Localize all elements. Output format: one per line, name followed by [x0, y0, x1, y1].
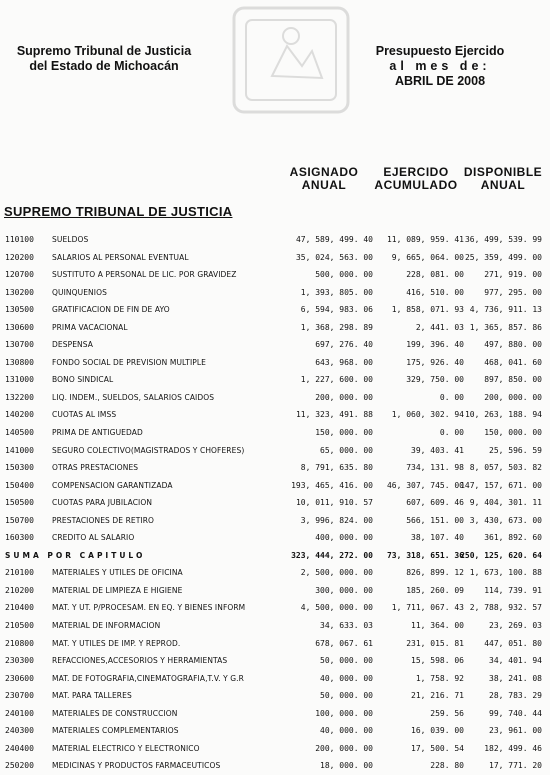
ejercido-cell: 21, 216. 71 [411, 691, 464, 701]
account-description: SUSTITUTO A PERSONAL DE LIC. POR GRAVIDEZ [52, 270, 237, 280]
asignado-cell: 40, 000. 00 [320, 673, 373, 683]
table-row [0, 740, 550, 758]
account-description: LIQ. INDEM., SUELDOS, SALARIOS CAIDOS [52, 392, 215, 402]
ejercido-cell: 17, 500. 54 [411, 743, 464, 753]
asignado-cell: 697, 276. 40 [315, 340, 373, 350]
asignado-cell: 200, 000. 00 [315, 743, 373, 753]
ejercido-cell: 231, 015. 81 [406, 638, 464, 648]
account-code: 240400 [5, 743, 34, 753]
disponible-cell: 361, 892. 60 [484, 533, 542, 543]
disponible-cell: 4, 736, 911. 13 [469, 305, 542, 315]
account-code: 210800 [5, 638, 34, 648]
org-line-1: Supremo Tribunal de Justicia [16, 44, 192, 58]
account-code: 210200 [5, 585, 34, 595]
disponible-cell: 3, 430, 673. 00 [469, 515, 542, 525]
table-row [0, 459, 550, 477]
asignado-cell: 47, 589, 499. 40 [295, 235, 373, 244]
ejercido-cell: 2, 441. 03 [415, 322, 464, 332]
account-description: CUOTAS AL IMSS [52, 410, 117, 420]
table-row [0, 722, 550, 740]
disponible-cell: 2, 788, 932. 57 [469, 603, 542, 613]
ejercido-cell: 46, 307, 745. 00 [386, 480, 464, 490]
disponible-cell: 271, 919. 00 [484, 270, 542, 280]
ejercido-cell: 1, 758. 92 [415, 673, 464, 683]
ejercido-cell: 185, 260. 09 [406, 585, 464, 595]
table-row [0, 266, 550, 284]
account-description: MAT. DE FOTOGRAFIA,CINEMATOGRAFIA,T.V. Y G.R [52, 673, 244, 683]
ejercido-cell: 199, 396. 40 [406, 340, 464, 350]
disponible-cell: 1, 365, 857. 86 [469, 322, 542, 332]
account-description: SALARIOS AL PERSONAL EVENTUAL [52, 252, 189, 262]
asignado-cell: 4, 500, 000. 00 [300, 603, 373, 613]
column-header-ejercido [370, 166, 462, 192]
account-description: CREDITO AL SALARIO [52, 533, 135, 543]
account-description: PRIMA DE ANTIGUEDAD [52, 428, 143, 438]
account-description: CUOTAS PARA JUBILACION [52, 498, 153, 508]
asignado-cell: 2, 500, 000. 00 [300, 568, 373, 578]
table-row [0, 512, 550, 530]
ejercido-cell: 1, 858, 071. 93 [391, 305, 464, 315]
budget-table [0, 231, 550, 775]
table-row [0, 249, 550, 267]
disponible-cell: 23, 961. 00 [489, 726, 542, 736]
period-line-3: ABRIL DE 2008 [394, 74, 486, 88]
account-description: SUELDOS [52, 235, 89, 244]
account-code: 140500 [5, 428, 34, 438]
table-row [0, 635, 550, 653]
asignado-cell: 40, 000. 00 [320, 726, 373, 736]
asignado-cell: 500, 000. 00 [315, 270, 373, 280]
asignado-cell: 35, 024, 563. 00 [295, 252, 373, 262]
disponible-cell: 36, 499, 539. 99 [464, 235, 542, 244]
account-code: 130200 [5, 287, 34, 297]
asignado-cell: 6, 594, 983. 06 [300, 305, 373, 315]
period-line-1: Presupuesto Ejercido [375, 44, 505, 58]
institutional-seal-watermark [232, 6, 350, 114]
ejercido-cell: 228. 80 [430, 761, 464, 771]
disponible-cell: 9, 404, 301. 11 [469, 498, 542, 508]
organization-name [4, 44, 204, 74]
table-row [0, 582, 550, 600]
asignado-cell: 1, 393, 805. 00 [300, 287, 373, 297]
account-code: 130500 [5, 305, 34, 315]
ejercido-cell: 228, 081. 00 [406, 270, 464, 280]
disponible-cell: 150, 000. 00 [484, 428, 542, 438]
table-row [0, 371, 550, 389]
account-description: MATERIALES Y UTILES DE OFICINA [52, 568, 183, 578]
column-header-ejercido-line2: ACUMULADO [374, 178, 458, 192]
account-description: OTRAS PRESTACIONES [52, 463, 139, 473]
disponible-cell: 17, 771. 20 [489, 761, 542, 771]
account-description: QUINQUENIOS [52, 287, 107, 297]
account-code: 210100 [5, 568, 34, 578]
asignado-cell: 50, 000. 00 [320, 656, 373, 666]
table-row [0, 424, 550, 442]
table-row [0, 406, 550, 424]
asignado-cell: 8, 791, 635. 80 [300, 463, 373, 473]
account-description: MATERIAL ELECTRICO Y ELECTRONICO [52, 743, 200, 753]
table-row [0, 599, 550, 617]
asignado-cell: 34, 633. 03 [320, 621, 373, 631]
ejercido-cell: 1, 711, 067. 43 [391, 603, 464, 613]
section-title: SUPREMO TRIBUNAL DE JUSTICIA [4, 204, 233, 219]
ejercido-cell: 0. 00 [439, 392, 464, 402]
table-row [0, 617, 550, 635]
ejercido-cell: 73, 318, 651. 36 [386, 550, 464, 560]
account-code: 230600 [5, 673, 34, 683]
ejercido-cell: 16, 039. 00 [411, 726, 464, 736]
column-header-ejercido-line1: EJERCIDO [383, 165, 449, 179]
table-row [0, 670, 550, 688]
asignado-cell: 3, 996, 824. 00 [300, 515, 373, 525]
asignado-cell: 50, 000. 00 [320, 691, 373, 701]
ejercido-cell: 259. 56 [430, 708, 464, 718]
account-description: MATERIAL DE INFORMACION [52, 621, 161, 631]
table-row [0, 529, 550, 547]
account-description: PRESTACIONES DE RETIRO [52, 515, 155, 525]
account-description: COMPENSACION GARANTIZADA [52, 480, 173, 490]
table-row [0, 319, 550, 337]
disponible-cell: 114, 739. 91 [484, 585, 542, 595]
disponible-cell: 25, 359, 499. 00 [464, 252, 542, 262]
account-code: 240300 [5, 726, 34, 736]
disponible-cell: 28, 783. 29 [489, 691, 542, 701]
disponible-cell: 497, 880. 00 [484, 340, 542, 350]
asignado-cell: 643, 968. 00 [315, 357, 373, 367]
disponible-cell: 182, 499. 46 [484, 743, 542, 753]
asignado-cell: 11, 323, 491. 88 [295, 410, 373, 420]
table-row [0, 477, 550, 495]
disponible-cell: 23, 269. 03 [489, 621, 542, 631]
asignado-cell: 10, 011, 910. 57 [295, 498, 373, 508]
account-code: 130800 [5, 357, 34, 367]
asignado-cell: 18, 000. 00 [320, 761, 373, 771]
account-code: 230700 [5, 691, 34, 701]
asignado-cell: 1, 368, 298. 89 [300, 322, 373, 332]
account-description: FONDO SOCIAL DE PREVISION MULTIPLE [52, 357, 207, 367]
table-row [0, 354, 550, 372]
account-description: MAT. PARA TALLERES [52, 691, 132, 701]
account-code: 130700 [5, 340, 34, 350]
account-code: 110100 [5, 235, 34, 244]
ejercido-cell: 416, 510. 00 [406, 287, 464, 297]
table-row [0, 652, 550, 670]
org-line-2: del Estado de Michoacán [29, 59, 179, 73]
ejercido-cell: 38, 107. 40 [411, 533, 464, 543]
asignado-cell: 65, 000. 00 [320, 445, 373, 455]
column-header-asignado-line2: ANUAL [301, 178, 347, 192]
disponible-cell: 38, 241. 08 [489, 673, 542, 683]
account-code: 150700 [5, 515, 34, 525]
period-line-2: al mes de: [389, 59, 491, 73]
ejercido-cell: 826, 899. 12 [406, 568, 464, 578]
column-header-disponible-line1: DISPONIBLE [463, 165, 543, 179]
ejercido-cell: 566, 151. 00 [406, 515, 464, 525]
asignado-cell: 1, 227, 600. 00 [300, 375, 373, 385]
ejercido-cell: 11, 089, 959. 41 [386, 235, 464, 244]
total-row [0, 547, 550, 565]
ejercido-cell: 1, 060, 302. 94 [391, 410, 464, 420]
account-description: REFACCIONES,ACCESORIOS Y HERRAMIENTAS [52, 656, 228, 666]
column-header-disponible-line2: ANUAL [480, 178, 526, 192]
table-row [0, 687, 550, 705]
report-period [360, 44, 520, 89]
account-code: 131000 [5, 375, 34, 385]
table-row [0, 494, 550, 512]
account-description: MAT. Y UT. P/PROCESAM. EN EQ. Y BIENES INFORM [52, 603, 246, 613]
column-header-asignado [278, 166, 370, 192]
asignado-cell: 300, 000. 00 [315, 585, 373, 595]
disponible-cell: 8, 057, 503. 82 [469, 463, 542, 473]
account-description: SEGURO COLECTIVO(MAGISTRADOS Y CHOFERES) [52, 445, 245, 455]
table-row [0, 284, 550, 302]
disponible-cell: 897, 850. 00 [484, 375, 542, 385]
account-code: 150400 [5, 480, 34, 490]
ejercido-cell: 734, 131. 98 [406, 463, 464, 473]
account-description: PRIMA VACACIONAL [52, 322, 128, 332]
disponible-cell: 977, 295. 00 [484, 287, 542, 297]
account-code: 230300 [5, 656, 34, 666]
disponible-cell: 34, 401. 94 [489, 656, 542, 666]
asignado-cell: 200, 000. 00 [315, 392, 373, 402]
account-code: 210400 [5, 603, 34, 613]
account-description: BONO SINDICAL [52, 375, 114, 385]
table-row [0, 705, 550, 723]
account-description: MATERIALES COMPLEMENTARIOS [52, 726, 179, 736]
account-code: 120700 [5, 270, 34, 280]
disponible-cell: 99, 740. 44 [489, 708, 542, 718]
account-description: MAT. Y UTILES DE IMP. Y REPROD. [52, 638, 181, 648]
table-row [0, 301, 550, 319]
column-header-asignado-line1: ASIGNADO [289, 165, 359, 179]
disponible-cell: 10, 263, 188. 94 [464, 410, 542, 420]
asignado-cell: 678, 067. 61 [315, 638, 373, 648]
account-code: 140200 [5, 410, 34, 420]
table-row [0, 389, 550, 407]
ejercido-cell: 39, 403. 41 [411, 445, 464, 455]
column-header-disponible [456, 166, 550, 192]
disponible-cell: 447, 051. 80 [484, 638, 542, 648]
account-description: GRATIFICACION DE FIN DE AYO [52, 305, 170, 315]
table-row [0, 336, 550, 354]
asignado-cell: 150, 000. 00 [315, 428, 373, 438]
disponible-cell: 250, 125, 620. 64 [460, 550, 542, 560]
table-row [0, 564, 550, 582]
ejercido-cell: 0. 00 [439, 428, 464, 438]
table-row [0, 442, 550, 460]
ejercido-cell: 329, 750. 00 [406, 375, 464, 385]
ejercido-cell: 15, 598. 06 [411, 656, 464, 666]
account-code: 240100 [5, 708, 34, 718]
account-code: 250200 [5, 761, 34, 771]
asignado-cell: 400, 000. 00 [315, 533, 373, 543]
account-code: 150500 [5, 498, 34, 508]
asignado-cell: 323, 444, 272. 00 [291, 550, 373, 560]
account-code: 120200 [5, 252, 34, 262]
account-code: 160300 [5, 533, 34, 543]
disponible-cell: 25, 596. 59 [489, 445, 542, 455]
disponible-cell: 147, 157, 671. 00 [460, 480, 542, 490]
account-description: DESPENSA [52, 340, 93, 350]
account-description: MEDICINAS Y PRODUCTOS FARMACEUTICOS [52, 761, 221, 771]
account-description: MATERIALES DE CONSTRUCCION [52, 708, 178, 718]
account-code: 130600 [5, 322, 34, 332]
disponible-cell: 1, 673, 100. 88 [469, 568, 542, 578]
account-code: 132200 [5, 392, 34, 402]
disponible-cell: 200, 000. 00 [484, 392, 542, 402]
ejercido-cell: 607, 609. 46 [406, 498, 464, 508]
account-code: 150300 [5, 463, 34, 473]
ejercido-cell: 175, 926. 40 [406, 357, 464, 367]
asignado-cell: 100, 000. 00 [315, 708, 373, 718]
table-row [0, 757, 550, 775]
asignado-cell: 193, 465, 416. 00 [291, 480, 373, 490]
disponible-cell: 468, 041. 60 [484, 357, 542, 367]
account-description: MATERIAL DE LIMPIEZA E HIGIENE [52, 585, 183, 595]
account-code: 210500 [5, 621, 34, 631]
ejercido-cell: 9, 665, 064. 00 [391, 252, 464, 262]
account-code: 141000 [5, 445, 34, 455]
table-row [0, 231, 550, 249]
total-label: SUMA POR CAPITULO [5, 550, 146, 560]
ejercido-cell: 11, 364. 00 [411, 621, 464, 631]
